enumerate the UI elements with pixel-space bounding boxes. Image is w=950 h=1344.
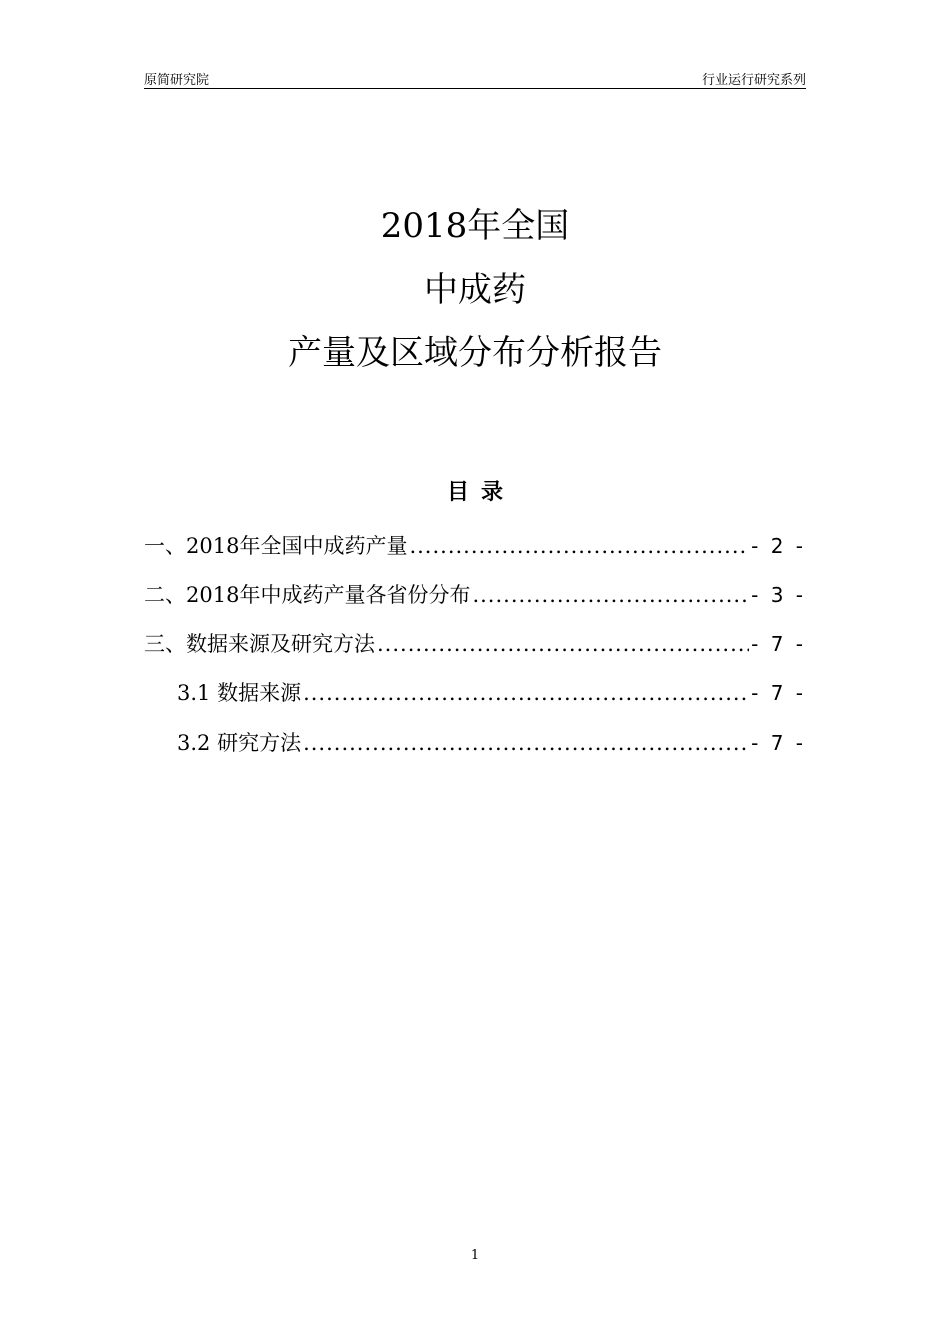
- toc-leader-dots: [377, 629, 749, 659]
- toc-entry-label: 3.2 研究方法: [177, 731, 302, 755]
- report-title-line-3: 产量及区域分布分析报告: [288, 333, 662, 373]
- header-series: 行业运行研究系列: [701, 73, 806, 88]
- toc-entry[interactable]: [144, 629, 806, 659]
- page-header: [144, 66, 806, 89]
- toc-entry[interactable]: [177, 678, 806, 708]
- page-number: 1: [470, 1248, 480, 1263]
- toc-leader-dots: [303, 678, 749, 708]
- toc-heading: 目录: [446, 480, 515, 505]
- toc-leader-dots: [303, 728, 749, 758]
- report-title-line-1: 2018年全国: [380, 206, 570, 246]
- toc-entry-page: - 7 -: [751, 632, 806, 656]
- toc-entry[interactable]: [144, 580, 806, 610]
- report-title-line-2: 中成药: [424, 270, 526, 310]
- toc-entry-page: - 7 -: [751, 681, 806, 705]
- toc-entry-page: - 3 -: [751, 583, 806, 607]
- toc-entry-page: - 7 -: [751, 731, 806, 755]
- toc-leader-dots: [472, 580, 749, 610]
- toc-entry-label: 二、2018年中成药产量各省份分布: [144, 583, 471, 607]
- toc-entry-label: 三、数据来源及研究方法: [144, 632, 375, 656]
- toc-entry[interactable]: [177, 728, 806, 758]
- toc-entry-label: 3.1 数据来源: [177, 681, 302, 705]
- header-publisher: 原简研究院: [144, 73, 210, 88]
- toc-leader-dots: [409, 531, 749, 561]
- toc-entry-label: 一、2018年全国中成药产量: [144, 534, 408, 558]
- toc-entry-page: - 2 -: [751, 534, 806, 558]
- toc-entry[interactable]: [144, 531, 806, 561]
